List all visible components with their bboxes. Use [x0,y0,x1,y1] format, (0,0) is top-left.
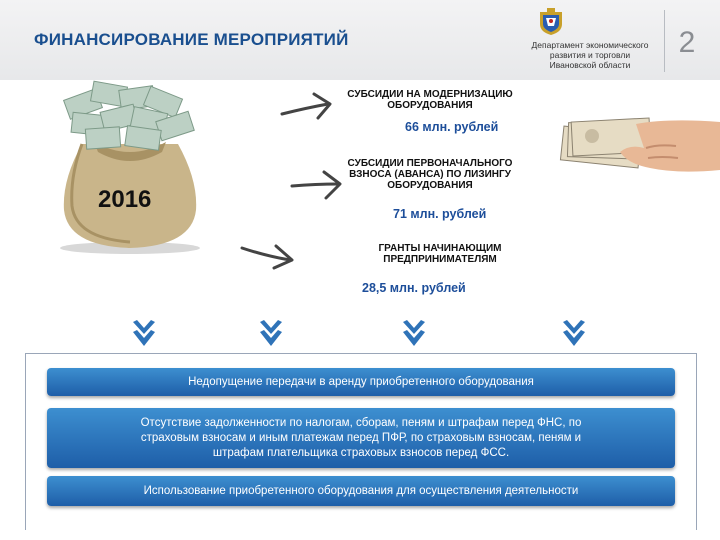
condition-text [188,375,534,390]
subsidy-label [330,158,530,191]
subsidy-label [330,89,530,111]
subsidy-label-line: ОБОРУДОВАНИЯ [387,180,473,191]
header-divider [664,10,665,72]
subsidy-amount: 71 млн. рублей [393,207,487,221]
condition-box [47,408,675,468]
condition-line: Недопущение передачи в аренду приобретенного оборудования [188,375,534,388]
money-bag-icon [42,80,218,256]
arrow-right-icon [238,236,298,272]
department-line: Департамент экономического [531,40,649,50]
arrow-down-icon [561,318,587,348]
coat-of-arms-icon [536,6,566,36]
department-line: Ивановской области [549,60,631,70]
condition-line: Использование приобретенного оборудования для осуществления деятельности [143,484,579,497]
subsidy-label-line: СУБСИДИИ НА МОДЕРНИЗАЦИЮ [347,89,513,100]
subsidy-label-line: ВЗНОСА (АВАНСА) ПО ЛИЗИНГУ [349,169,511,180]
arrow-down-icon [401,318,427,348]
arrow-down-icon [258,318,284,348]
year-label: 2016 [98,186,152,213]
condition-text [141,416,582,461]
subsidy-amount: 66 млн. рублей [405,120,499,134]
slide-number: 2 [678,26,696,59]
department-name [520,40,660,70]
grant-label [330,243,550,265]
condition-line: Отсутствие задолженности по налогам, сборам, пеням и штрафам перед ФНС, по [140,416,582,429]
hand-with-banknotes-icon [558,114,720,186]
department-line: развития и торговли [549,50,631,60]
condition-line: штрафам плательщика страховых взносов перед ФСС. [212,446,510,459]
condition-line: страховым взносам и иным платежам перед ПФР, по страховым взносам, пеням и [140,431,582,444]
page-title: ФИНАНСИРОВАНИЕ МЕРОПРИЯТИЙ [34,30,349,49]
subsidy-label-line: ОБОРУДОВАНИЯ [387,100,473,111]
condition-text [144,484,579,499]
subsidy-label-line: СУБСИДИИ ПЕРВОНАЧАЛЬНОГО [347,158,513,169]
grant-label-line: ГРАНТЫ НАЧИНАЮЩИМ [378,243,502,254]
grant-label-line: ПРЕДПРИНИМАТЕЛЯМ [383,254,497,265]
arrow-down-icon [131,318,157,348]
arrow-right-icon [278,90,338,126]
condition-box [47,476,675,506]
grant-amount: 28,5 млн. рублей [362,281,466,295]
header-bar [0,0,720,80]
condition-box [47,368,675,396]
